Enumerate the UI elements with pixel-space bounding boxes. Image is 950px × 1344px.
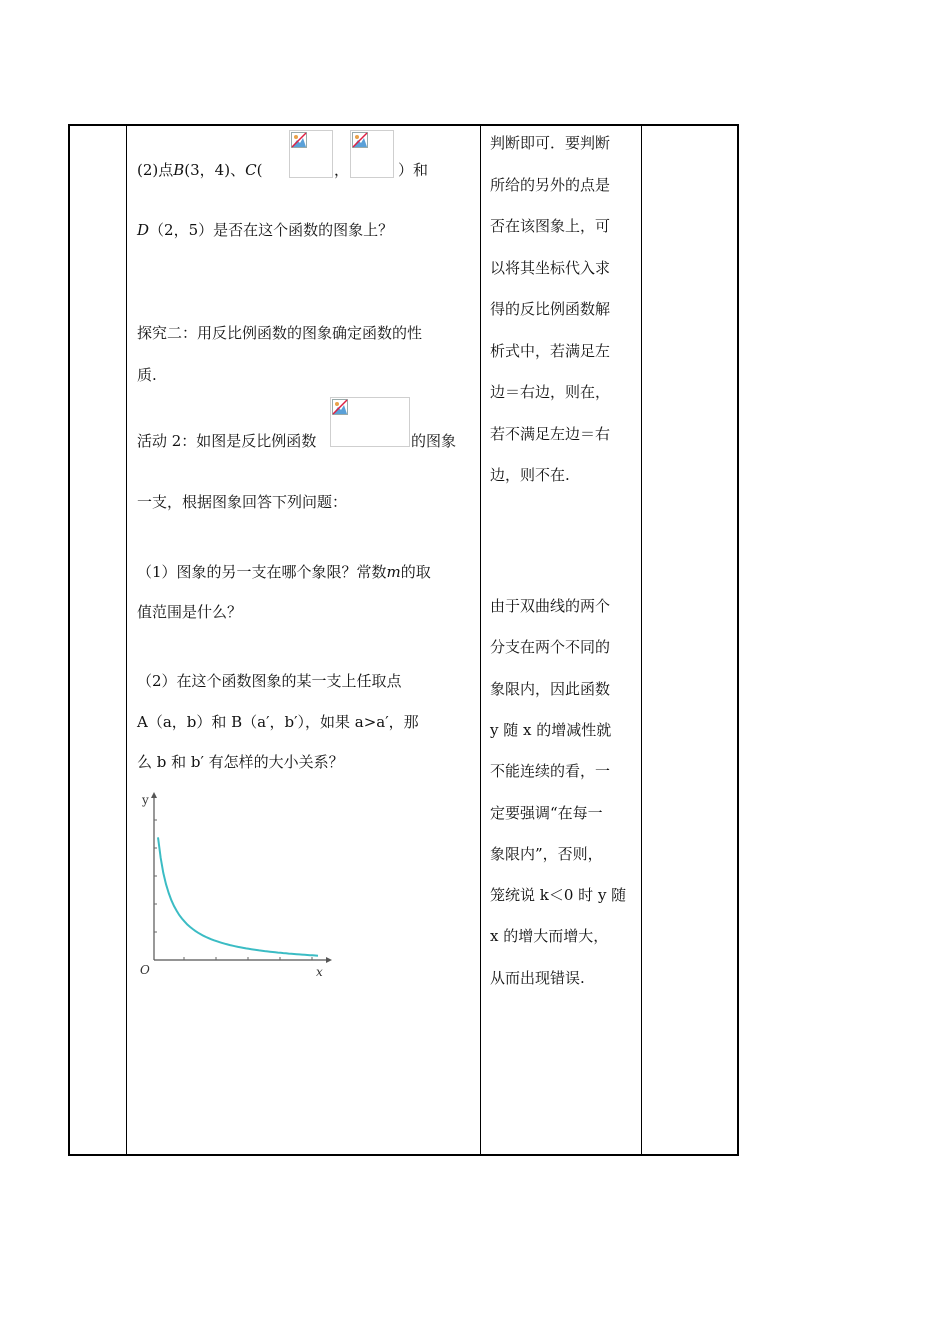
teaching-notes-cell [482,126,640,1154]
question-1-line-2: 值范围是什么？ [137,603,243,621]
formula-image-placeholder-1 [289,130,333,178]
comma-text: ， [334,161,350,179]
activity-2-prefix: 活动 2：如图是反比例函数 [137,432,317,450]
question-1-line-1 [137,562,431,582]
note-line: 定要强调“在每一 [490,803,603,822]
explore-2-line-1: 探究二：用反比例函数的图象确定函数的性 [137,324,423,342]
note-line: 象限内，因此函数 [490,679,611,698]
note-line: 不能连续的看，一 [490,762,611,781]
note-line: 象限内”，否则， [490,844,603,863]
note-line: 判断即可．要判断 [490,134,611,152]
note-line: 否在该图象上，可 [490,217,611,235]
question-2b-line-3: 么 b 和 b′ 有怎样的大小关系？ [137,753,344,771]
origin-label: O [140,963,150,977]
question-2b-line-1: （2）在这个函数图象的某一支上任取点 [137,672,402,690]
q1-text-a: （1）图象的另一支在哪个象限？常数 [137,563,387,581]
question-2-line-1 [137,160,262,180]
formula-image-placeholder-2 [350,130,394,178]
note-line: 从而出现错误. [490,968,585,987]
q2-prefix: (2)点 [137,161,174,179]
hyperbola-curve [158,837,318,955]
point-c-open-paren: ( [256,161,263,179]
broken-image-icon [352,132,368,148]
formula-image-placeholder-3 [330,397,410,447]
close-and-text: ）和 [398,161,429,179]
note-line: 边＝右边，则在， [490,383,611,401]
point-b-coords: (3，4)、 [184,161,246,179]
point-b-label: B [173,161,185,179]
x-axis-arrow [326,957,332,963]
lesson-table [68,124,739,1156]
note-line: 析式中，若满足左 [490,341,611,360]
y-axis-arrow [151,792,157,798]
question-2b-line-2: A（a，b）和 B（a′，b′），如果 a>a′，那 [137,713,419,731]
activity-2-line-2: 一支，根据图象回答下列问题： [137,493,348,511]
note-line: 若不满足左边＝右 [490,424,611,443]
point-c-label: C [245,161,257,179]
column-divider-1 [126,126,127,1154]
q1-text-b: 的取 [400,563,431,581]
x-axis-label: x [316,965,323,979]
y-axis-label: y [142,793,149,807]
constant-m: m [386,563,401,581]
point-d-text: （2，5）是否在这个函数的图象上？ [149,221,394,239]
comma-separator [334,160,349,180]
explore-2-line-2: 质. [137,366,157,384]
note-line: y 随 x 的增减性就 [490,720,612,739]
activity-2-suffix: 的图象 [411,432,457,450]
note-line: x 的增大而增大， [490,927,609,946]
broken-image-icon [291,132,307,148]
broken-image-icon [332,399,348,415]
column-divider-2 [480,126,481,1154]
lesson-content-cell [128,126,478,1154]
note-line: 边，则不在. [490,466,570,484]
column-divider-3 [641,126,642,1154]
note-line: 由于双曲线的两个 [490,597,611,615]
empty-column-cell [643,126,739,1154]
question-2-line-2 [137,220,393,240]
note-line: 分支在两个不同的 [490,638,611,657]
question-2-close [398,160,428,180]
note-line: 所给的另外的点是 [490,175,611,194]
hyperbola-graph [136,790,336,980]
note-line: 得的反比例函数解 [490,300,611,318]
note-line: 笼统说 k＜0 时 y 随 [490,886,627,905]
point-d-label: D [137,221,150,239]
note-line: 以将其坐标代入求 [490,258,611,277]
